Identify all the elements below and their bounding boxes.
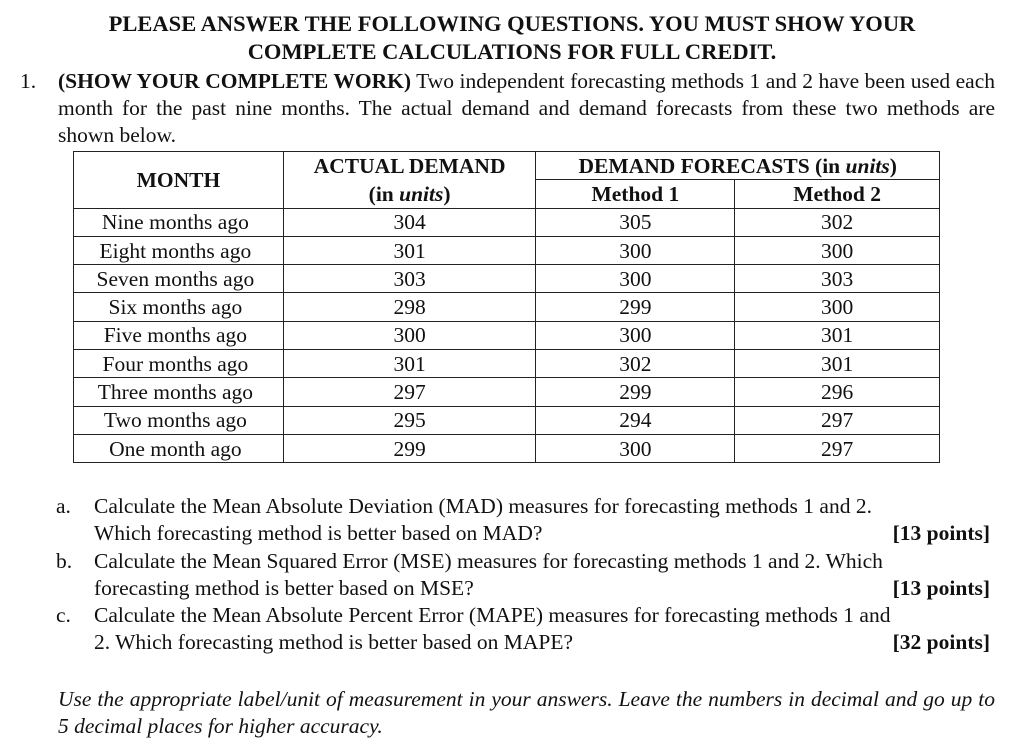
cell-method-1: 299 <box>536 378 735 406</box>
cell-actual: 303 <box>283 265 536 293</box>
sub-question-a <box>56 493 994 548</box>
sub-question-letter: a. <box>56 494 71 518</box>
cell-method-2: 302 <box>735 208 940 236</box>
cell-method-2: 303 <box>735 265 940 293</box>
cell-actual: 295 <box>283 406 536 434</box>
cell-method-1: 302 <box>536 350 735 378</box>
question-lead: (SHOW YOUR COMPLETE WORK) <box>58 69 411 93</box>
cell-method-2: 297 <box>735 434 940 462</box>
cell-actual: 301 <box>283 350 536 378</box>
points-label: [13 points] <box>892 575 990 600</box>
cell-method-2: 297 <box>735 406 940 434</box>
sub-question-letter: b. <box>56 548 73 573</box>
header-line-1: PLEASE ANSWER THE FOLLOWING QUESTIONS. YOU MUST SHOW YOUR <box>108 11 916 36</box>
table-row <box>74 434 940 462</box>
sub-question-line-1: Calculate the Mean Squared Error (MSE) measures for forecasting methods 1 and 2. Which <box>94 548 883 573</box>
sub-question-line-2: 2. Which forecasting method is better based on MAPE? [32 points] <box>94 629 994 656</box>
cell-month: Two months ago <box>74 406 284 434</box>
table-row <box>74 378 940 406</box>
sub-question-letter: c. <box>56 603 71 628</box>
cell-method-2: 300 <box>735 293 940 321</box>
column-header-method-2: Method 2 <box>735 180 940 208</box>
sub-question-line-2: Which forecasting method is better based on MAD? [13 points] <box>94 520 994 547</box>
question-body <box>58 68 995 149</box>
cell-method-2: 296 <box>735 378 940 406</box>
cell-method-1: 300 <box>536 265 735 293</box>
cell-method-2: 301 <box>735 321 940 349</box>
cell-actual: 301 <box>283 236 536 264</box>
cell-method-2: 301 <box>735 350 940 378</box>
cell-month: Four months ago <box>74 350 284 378</box>
table-row <box>74 350 940 378</box>
column-header-actual-line1: ACTUAL DEMAND <box>283 152 536 180</box>
cell-month: Seven months ago <box>74 265 284 293</box>
sub-question-b <box>56 548 994 603</box>
table-row <box>74 293 940 321</box>
cell-method-1: 300 <box>536 236 735 264</box>
column-header-method-1: Method 1 <box>536 180 735 208</box>
cell-month: One month ago <box>74 434 284 462</box>
cell-method-1: 294 <box>536 406 735 434</box>
points-label: [13 points] <box>892 521 990 546</box>
cell-month: Eight months ago <box>74 236 284 264</box>
demand-table <box>73 151 940 463</box>
cell-month: Five months ago <box>74 321 284 349</box>
points-label: [32 points] <box>892 630 990 655</box>
column-header-month: MONTH <box>74 152 284 209</box>
column-header-forecasts: DEMAND FORECASTS (in units) <box>536 152 940 180</box>
cell-actual: 304 <box>283 208 536 236</box>
question-1 <box>20 68 995 149</box>
table-row <box>74 265 940 293</box>
sub-questions <box>56 493 994 657</box>
table-row <box>74 321 940 349</box>
table-row <box>74 406 940 434</box>
cell-actual: 299 <box>283 434 536 462</box>
cell-method-1: 305 <box>536 208 735 236</box>
cell-actual: 298 <box>283 293 536 321</box>
table-header-row-1 <box>74 152 940 180</box>
sub-question-c <box>56 602 994 657</box>
column-header-actual-line2: (in units) <box>283 180 536 208</box>
header-line-2: COMPLETE CALCULATIONS FOR FULL CREDIT. <box>247 39 777 64</box>
sub-question-line-1: Calculate the Mean Absolute Percent Error (MAPE) measures for forecasting methods 1 and <box>94 603 891 628</box>
cell-month: Six months ago <box>74 293 284 321</box>
cell-method-2: 300 <box>735 236 940 264</box>
cell-method-1: 300 <box>536 321 735 349</box>
cell-month: Three months ago <box>74 378 284 406</box>
table-row <box>74 236 940 264</box>
sub-question-line-2: forecasting method is better based on MSE? [13 points] <box>94 575 994 602</box>
cell-method-1: 300 <box>536 434 735 462</box>
cell-month: Nine months ago <box>74 208 284 236</box>
footer-instructions: Use the appropriate label/unit of measurement in your answers. Leave the numbers in decimal and go up to 5 decimal places for higher accuracy. <box>58 687 995 739</box>
page-header <box>0 10 1024 66</box>
cell-actual: 300 <box>283 321 536 349</box>
sub-question-line-1: Calculate the Mean Absolute Deviation (MAD) measures for forecasting methods 1 and 2. <box>94 494 872 518</box>
question-text: Two independent forecasting methods 1 and 2 have been used each month for the past nine months. The actual demand and demand forecasts from these two methods are shown below. <box>58 69 995 147</box>
table-row <box>74 208 940 236</box>
cell-method-1: 299 <box>536 293 735 321</box>
cell-actual: 297 <box>283 378 536 406</box>
question-number: 1. <box>20 69 37 93</box>
